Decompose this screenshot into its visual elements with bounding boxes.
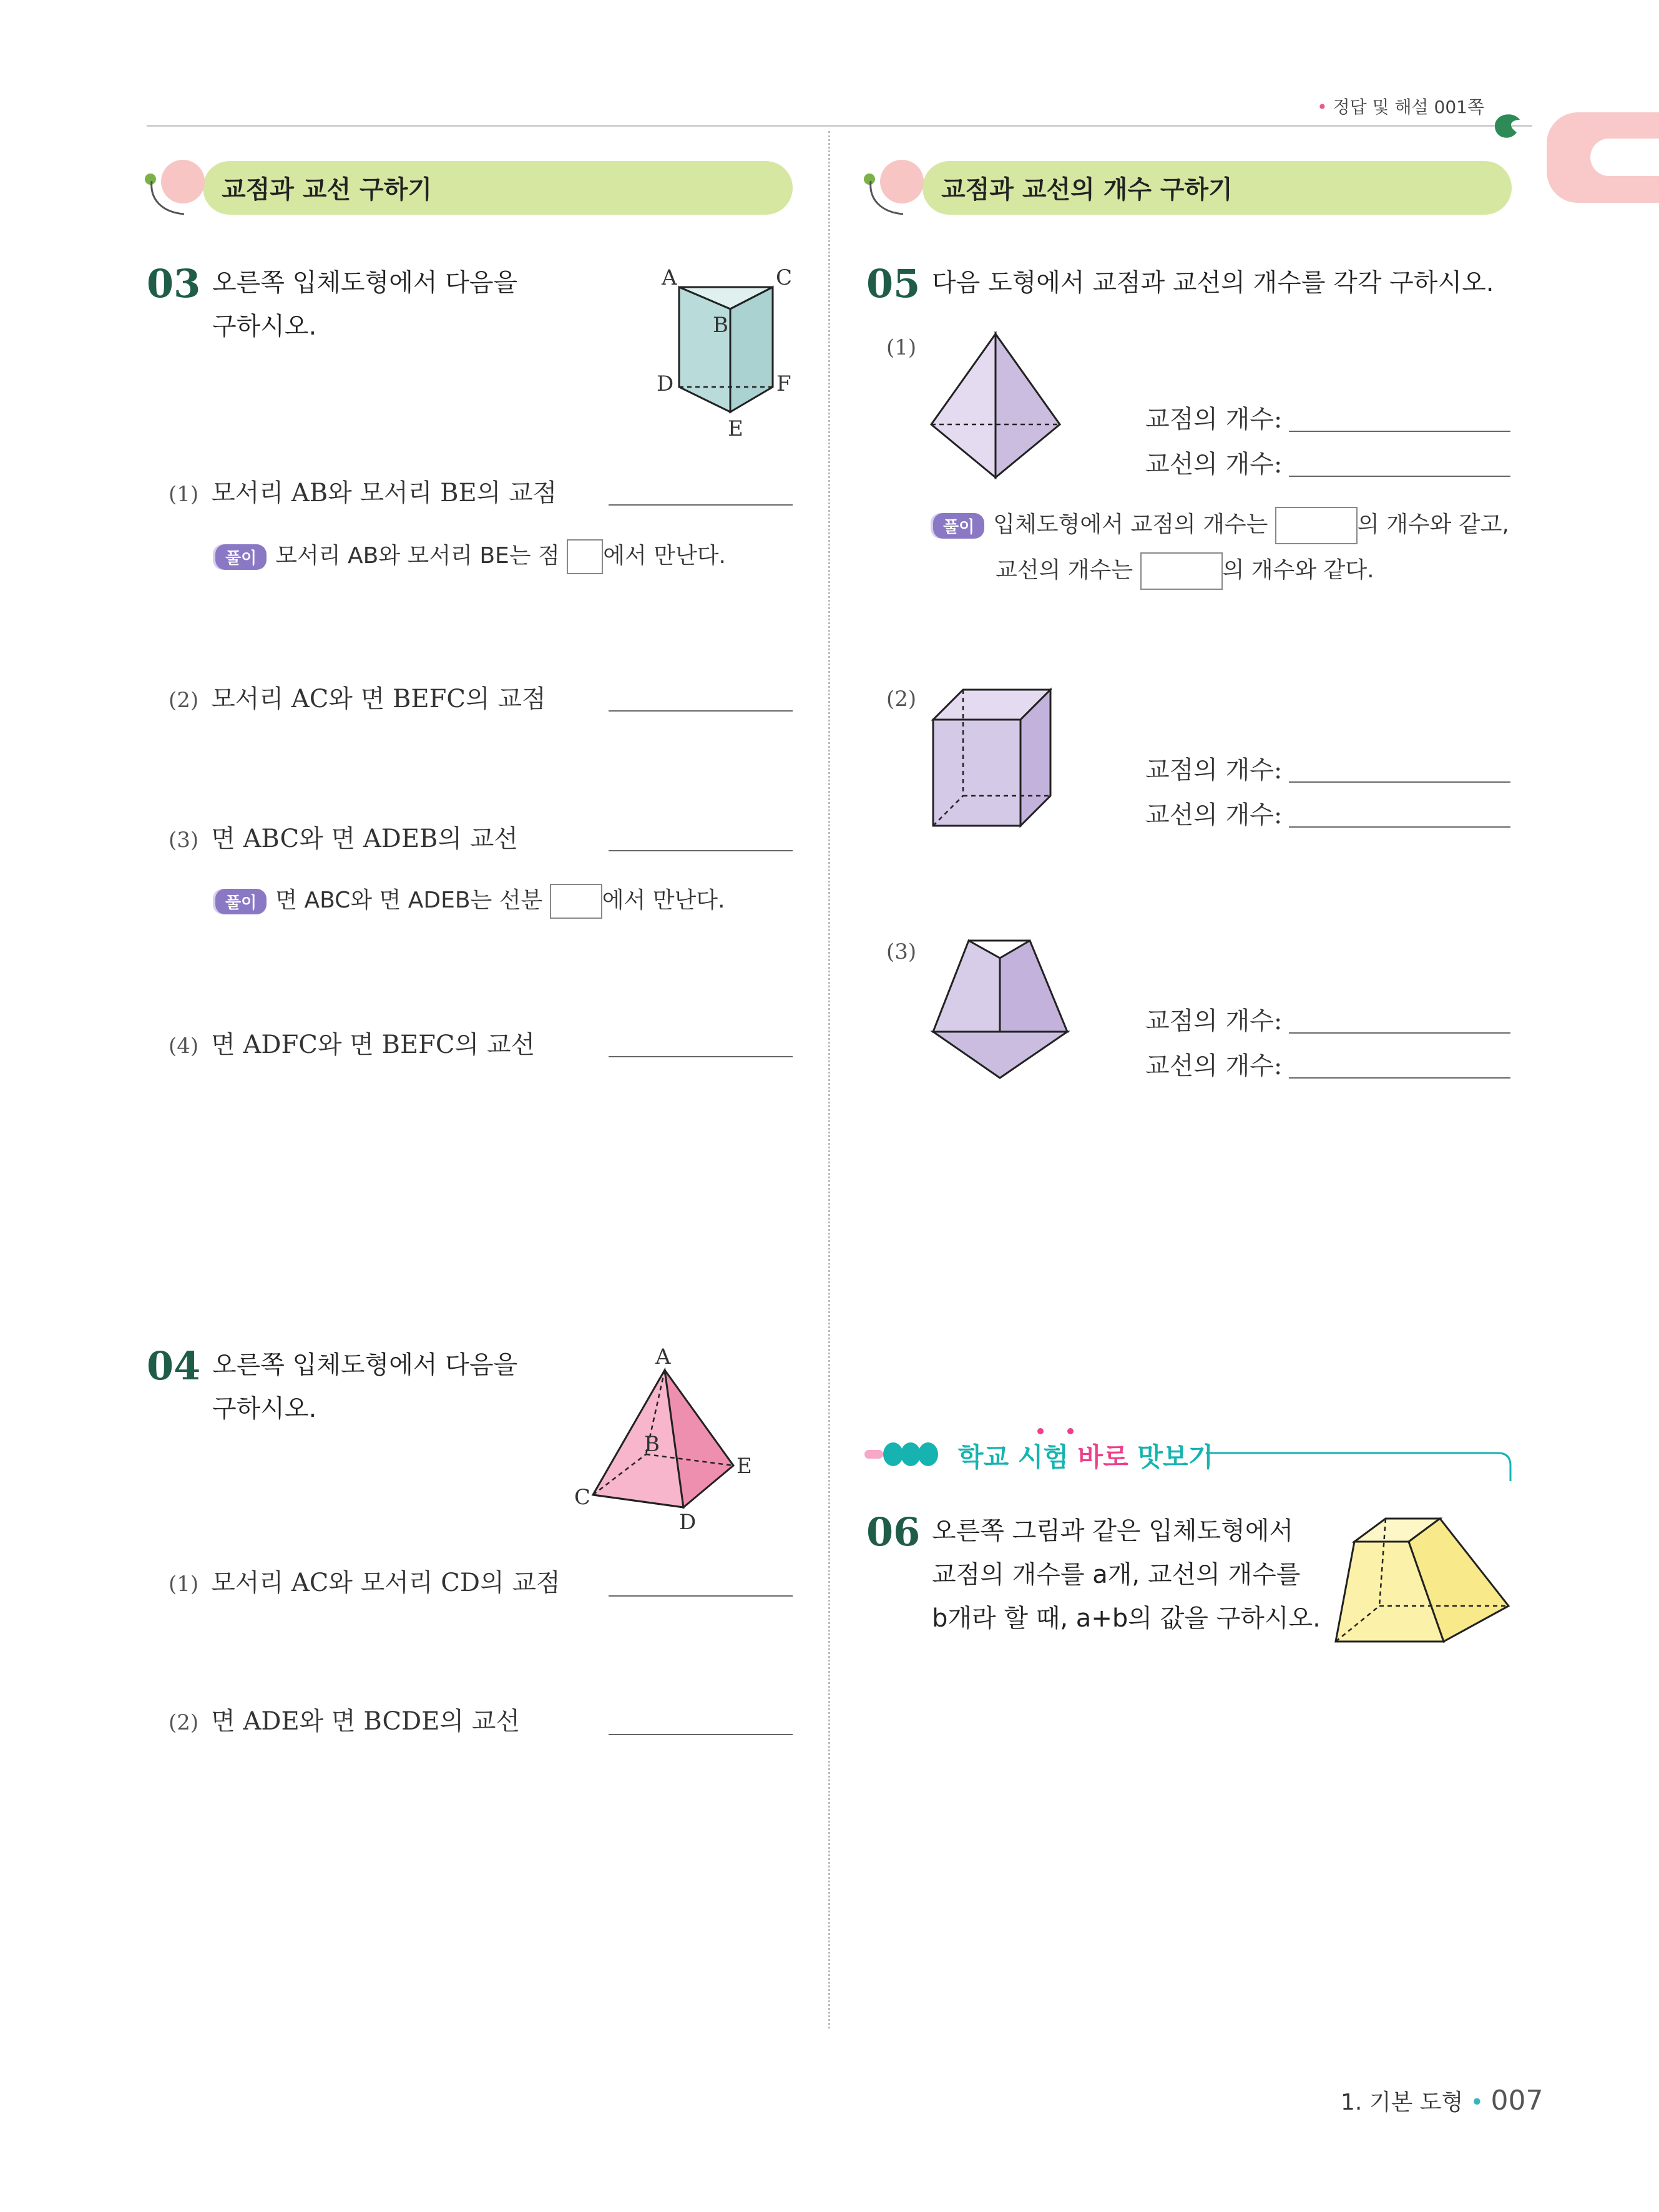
q05-solution-line2-after: 의 개수와 같다.	[1222, 557, 1374, 583]
vertex-label-F: F	[776, 371, 791, 396]
school-title-prefix: 학교 시험	[958, 1442, 1078, 1472]
question-04-text	[212, 1343, 517, 1431]
q05-solution-line2	[996, 552, 1374, 590]
q03-solution3-blank[interactable]	[550, 884, 602, 919]
vertex-label-A: A	[662, 265, 677, 290]
question-06-line3: b개라 할 때, a+b의 값을 구하시오.	[932, 1604, 1321, 1633]
q03-solution3	[215, 883, 725, 919]
column-divider	[828, 131, 830, 2028]
vertex-label-E: E	[737, 1454, 752, 1479]
q05-part2	[886, 683, 929, 712]
footer-bullet-icon: •	[1470, 2090, 1484, 2115]
q03-part4-answer-line[interactable]	[609, 1056, 793, 1057]
q03-solution1-blank[interactable]	[567, 539, 603, 574]
q04-part1-label: (1)	[169, 1572, 199, 1597]
question-03-text	[212, 261, 517, 348]
q05-part3-lines-label: 교선의 개수:	[1145, 1052, 1283, 1080]
question-05-text: 다음 도형에서 교점과 교선의 개수를 각각 구하시오.	[932, 268, 1494, 297]
solution-badge: 풀이	[215, 889, 267, 914]
answer-reference	[1317, 94, 1484, 119]
vertex-label-C: C	[574, 1485, 591, 1510]
triangular-prism-figure	[649, 262, 799, 443]
section-swirl-icon	[147, 178, 190, 222]
school-title-rule	[1205, 1447, 1517, 1484]
vertex-label-C: C	[776, 265, 793, 290]
question-number-05: 05	[866, 261, 921, 306]
q05-part1-lines-answer[interactable]	[1289, 476, 1510, 477]
q04-part1-text: 모서리 AC와 모서리 CD의 교점	[211, 1568, 560, 1597]
school-title-highlight: 바로	[1077, 1442, 1128, 1472]
question-03-line1: 오른쪽 입체도형에서 다음을	[212, 268, 518, 297]
header-rule	[147, 125, 1532, 127]
q03-part4	[169, 1025, 535, 1060]
q03-part3	[169, 819, 518, 854]
q04-part2	[169, 1701, 520, 1737]
question-06-text	[932, 1509, 1321, 1640]
school-title-suffix: 맛보기	[1128, 1442, 1214, 1472]
vertex-label-B: B	[713, 313, 728, 338]
vertex-label-D: D	[657, 371, 674, 396]
page-tab-cutout	[1590, 139, 1659, 176]
q05-part3-label: (3)	[886, 939, 917, 964]
q03-solution3-after: 에서 만난다.	[602, 888, 725, 913]
section-title-right: 교점과 교선의 개수 구하기	[941, 175, 1233, 204]
q05-solution-line1-after: 의 개수와 같고,	[1357, 512, 1509, 537]
q05-part1-lines-label: 교선의 개수:	[1145, 450, 1283, 479]
footer-chapter: 1. 기본 도형	[1341, 2090, 1464, 2115]
emphasis-dot	[1067, 1428, 1074, 1434]
page-footer	[1341, 2085, 1543, 2117]
q05-part3	[886, 936, 929, 965]
question-06-line1: 오른쪽 그림과 같은 입체도형에서	[932, 1517, 1294, 1545]
q05-part2-lines-label: 교선의 개수:	[1145, 801, 1283, 830]
vertex-label-D: D	[679, 1510, 697, 1535]
q03-part4-text: 면 ADFC와 면 BEFC의 교선	[211, 1030, 536, 1059]
vertex-label-A: A	[655, 1344, 671, 1369]
q03-part3-text: 면 ABC와 면 ADEB의 교선	[211, 825, 519, 853]
q05-part2-lines-answer[interactable]	[1289, 826, 1510, 828]
question-06-line2: 교점의 개수를 a개, 교선의 개수를	[932, 1560, 1301, 1589]
q04-part2-text: 면 ADE와 면 BCDE의 교선	[211, 1707, 521, 1736]
section-swirl-icon	[866, 178, 909, 222]
q05-part3-lines-answer[interactable]	[1289, 1077, 1510, 1079]
q05-part1	[886, 332, 929, 361]
q03-solution1	[215, 538, 726, 574]
triangular-bipyramid-figure	[924, 328, 1067, 481]
emphasis-dot	[1037, 1428, 1044, 1434]
cuboid-figure	[927, 683, 1052, 833]
question-03-line2: 구하시오.	[212, 312, 317, 341]
q05-solution-line1-before: 입체도형에서 교점의 개수는	[993, 512, 1268, 537]
decorative-dots-icon	[864, 1439, 946, 1470]
q05-part2-points-answer[interactable]	[1289, 781, 1510, 783]
solution-badge: 풀이	[215, 544, 267, 570]
q03-part4-label: (4)	[169, 1034, 199, 1059]
vertex-label-B: B	[644, 1432, 660, 1457]
q05-part2-points-label: 교점의 개수:	[1145, 756, 1283, 785]
q03-part1-text: 모서리 AB와 모서리 BE의 교점	[211, 479, 557, 507]
q05-part3-points-answer[interactable]	[1289, 1032, 1510, 1034]
q03-part2-text: 모서리 AC와 면 BEFC의 교점	[211, 685, 546, 713]
page-number: 007	[1490, 2085, 1544, 2117]
question-number-06: 06	[866, 1509, 921, 1555]
q05-solution-blank1[interactable]	[1275, 507, 1358, 544]
question-04-line2: 구하시오.	[212, 1394, 317, 1423]
q04-part2-label: (2)	[169, 1710, 199, 1735]
q03-solution3-before: 면 ABC와 면 ADEB는 선분	[275, 888, 543, 913]
school-test-title	[958, 1437, 1213, 1474]
vertex-label-E: E	[728, 416, 743, 441]
q05-part2-label: (2)	[886, 687, 917, 712]
triangular-frustum-figure	[930, 933, 1074, 1083]
q04-part1	[169, 1563, 560, 1598]
q05-solution	[933, 507, 1509, 544]
question-number-04: 04	[147, 1343, 201, 1389]
section-title-left: 교점과 교선 구하기	[222, 175, 432, 204]
q03-part2-label: (2)	[169, 688, 199, 713]
square-pyramid-figure	[562, 1342, 774, 1542]
bullet-icon: •	[1317, 97, 1328, 117]
q03-solution1-after: 에서 만난다.	[603, 543, 726, 569]
q03-part1-label: (1)	[169, 482, 199, 507]
leaf-icon	[1489, 107, 1526, 145]
q05-part1-points-answer[interactable]	[1289, 431, 1510, 432]
q03-part2	[169, 679, 546, 715]
question-04-line1: 오른쪽 입체도형에서 다음을	[212, 1351, 518, 1379]
q03-part1-answer-line[interactable]	[609, 504, 793, 506]
q05-solution-line2-before: 교선의 개수는	[996, 557, 1133, 583]
q04-part1-answer-line[interactable]	[609, 1595, 793, 1597]
q03-part3-answer-line[interactable]	[609, 850, 793, 851]
q05-part1-points-label: 교점의 개수:	[1145, 405, 1283, 434]
q05-solution-blank2[interactable]	[1140, 552, 1223, 590]
q03-part2-answer-line[interactable]	[609, 710, 793, 712]
answer-reference-text: 정답 및 해설 001쪽	[1333, 97, 1484, 117]
q03-part1	[169, 473, 557, 509]
q05-part1-label: (1)	[886, 335, 917, 360]
solution-badge: 풀이	[933, 513, 984, 539]
q03-solution1-before: 모서리 AB와 모서리 BE는 점	[275, 543, 560, 569]
q05-part3-points-label: 교점의 개수:	[1145, 1007, 1283, 1035]
square-frustum-figure	[1333, 1514, 1514, 1648]
q04-part2-answer-line[interactable]	[609, 1734, 793, 1735]
q03-part3-label: (3)	[169, 828, 199, 853]
question-number-03: 03	[147, 261, 201, 306]
